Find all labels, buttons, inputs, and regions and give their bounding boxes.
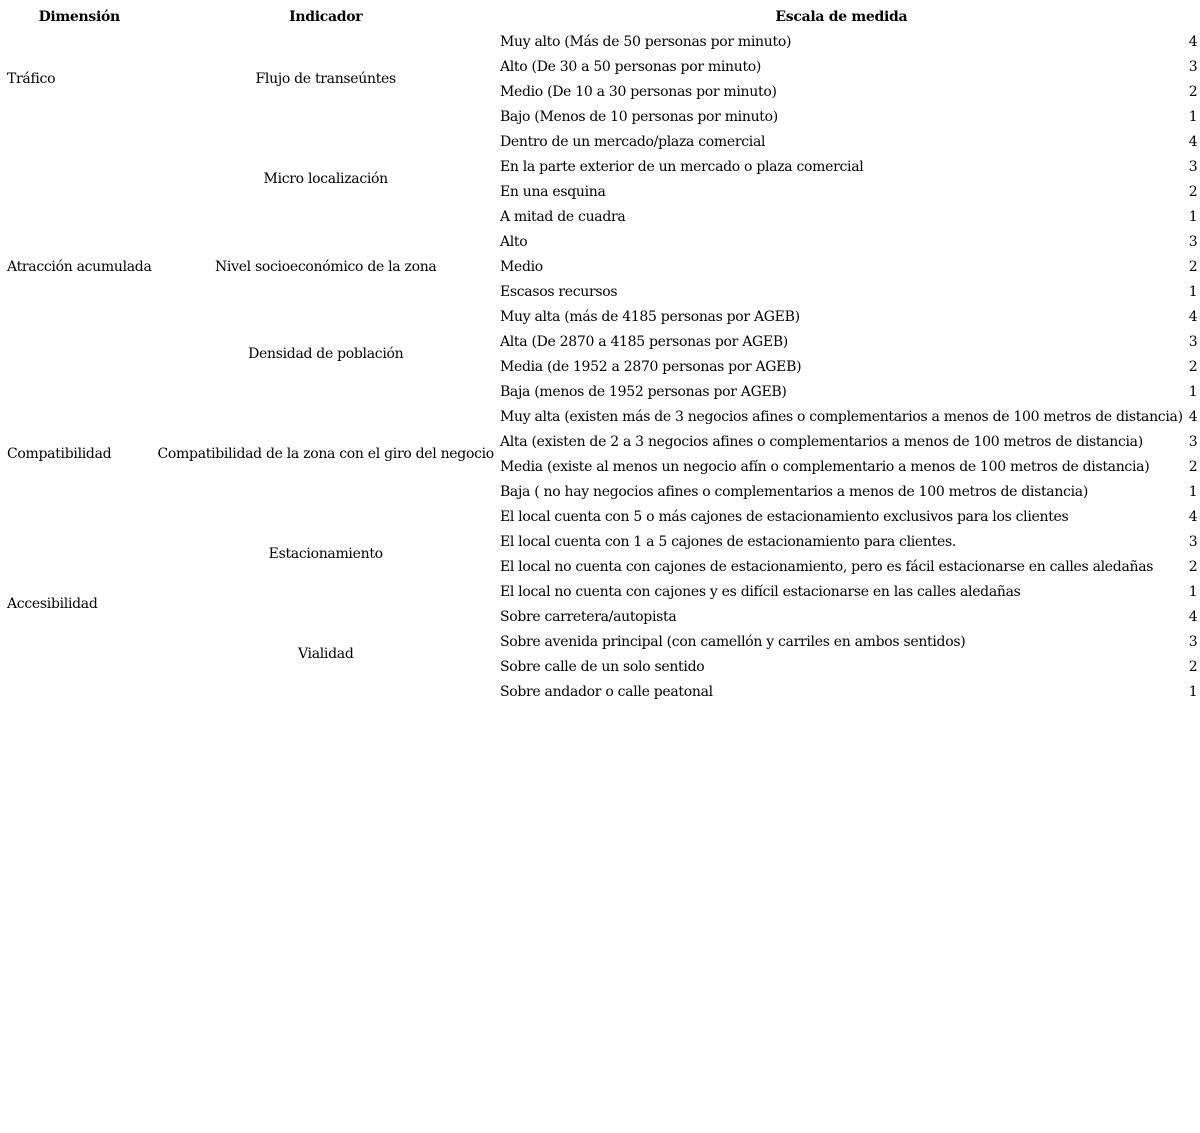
scale-cell: En la parte exterior de un mercado o plaza comercial [499,158,864,175]
scale-cell: Baja (menos de 1952 personas por AGEB) [499,383,787,400]
scale-cell: Sobre andador o calle peatonal [499,683,713,700]
scale-cell: Medio (De 10 a 30 personas por minuto) [499,83,777,100]
scale-cell: Dentro de un mercado/plaza comercial [499,133,766,150]
table-row [4,129,1200,154]
scale-cell: Sobre calle de un solo sentido [499,658,705,675]
value-cell: 1 [1188,583,1198,600]
table-row [4,29,1200,54]
table-row [4,229,1200,254]
value-cell: 1 [1188,208,1198,225]
scale-cell: Muy alta (existen más de 3 negocios afines o complementarios a menos de 100 metros de distancia) [499,408,1183,425]
scale-cell: El local no cuenta con cajones y es difícil estacionarse en las calles aledañas [499,583,1021,600]
value-cell: 4 [1188,33,1198,50]
dimension-cell-accesibilidad: Accesibilidad [7,596,98,612]
value-cell: 3 [1188,58,1198,75]
value-cell: 2 [1188,258,1198,275]
dimension-cell-compatibilidad: Compatibilidad [7,446,112,462]
value-cell: 2 [1188,558,1198,575]
scale-cell: Muy alta (más de 4185 personas por AGEB) [499,308,800,325]
scale-cell: Bajo (Menos de 10 personas por minuto) [499,108,778,125]
scale-cell: A mitad de cuadra [499,208,626,225]
indicator-cell-densidad: Densidad de población [248,346,404,362]
indicator-cell-micro: Micro localización [263,171,388,187]
dimension-cell-atraccion: Atracción acumulada [7,258,152,275]
scale-cell: Muy alto (Más de 50 personas por minuto) [499,33,792,50]
value-cell: 4 [1188,608,1198,625]
scale-cell: Baja ( no hay negocios afines o complementarios a menos de 100 metros de distancia) [499,483,1088,500]
value-cell: 2 [1188,183,1198,200]
table-header-row [4,5,1200,29]
value-cell: 1 [1188,283,1198,300]
header-indicator: Indicador [289,9,363,25]
value-cell: 3 [1188,333,1198,350]
value-cell: 3 [1188,433,1198,450]
header-scale: Escala de medida [775,9,908,25]
scale-cell: El local cuenta con 5 o más cajones de estacionamiento exclusivos para los clientes [499,508,1069,525]
value-cell: 4 [1188,508,1198,525]
value-cell: 2 [1188,83,1198,100]
scale-cell: Media (existe al menos un negocio afín o complementario a menos de 100 metros de distancia) [499,458,1150,475]
table-row [4,304,1200,329]
value-cell: 3 [1188,633,1198,650]
value-cell: 3 [1188,233,1198,250]
indicator-cell-estacionamiento: Estacionamiento [268,546,383,562]
indicator-cell-flujo: Flujo de transeúntes [255,71,396,87]
dimension-cell-trafico: Tráfico [7,71,56,87]
table-row [4,504,1200,529]
scale-cell: Alta (De 2870 a 4185 personas por AGEB) [499,333,788,350]
value-cell: 1 [1188,108,1198,125]
scale-cell: El local cuenta con 1 a 5 cajones de estacionamiento para clientes. [499,533,956,550]
scale-cell: Media (de 1952 a 2870 personas por AGEB) [499,358,802,375]
scale-cell: Alto [499,233,528,250]
scale-cell: Escasos recursos [499,283,618,300]
scale-cell: Alta (existen de 2 a 3 negocios afines o complementarios a menos de 100 metros de distancia) [499,433,1143,450]
indicator-cell-compatibilidad: Compatibilidad de la zona con el giro del negocio [157,446,494,462]
value-cell: 4 [1188,308,1198,325]
value-cell: 3 [1188,533,1198,550]
indicator-cell-vialidad: Vialidad [297,646,354,662]
scale-cell: Sobre avenida principal (con camellón y carriles en ambos sentidos) [499,633,966,650]
value-cell: 4 [1188,133,1198,150]
scale-cell: Medio [499,258,543,275]
value-cell: 1 [1188,483,1198,500]
scale-cell: El local no cuenta con cajones de estacionamiento, pero es fácil estacionarse en calles aledañas [499,558,1154,575]
header-dimension: Dimensión [38,9,120,25]
header-value [1186,5,1200,29]
value-cell: 2 [1188,658,1198,675]
scale-cell: Alto (De 30 a 50 personas por minuto) [499,58,762,75]
value-cell: 1 [1188,383,1198,400]
value-cell: 4 [1188,408,1198,425]
table-row [4,604,1200,629]
scale-cell: En una esquina [499,183,606,200]
value-cell: 2 [1188,358,1198,375]
indicator-cell-nivel: Nivel socioeconómico de la zona [214,258,437,275]
measurement-scale-table [4,5,1200,704]
table-row [4,404,1200,429]
value-cell: 1 [1188,683,1198,700]
scale-cell: Sobre carretera/autopista [499,608,677,625]
value-cell: 2 [1188,458,1198,475]
value-cell: 3 [1188,158,1198,175]
